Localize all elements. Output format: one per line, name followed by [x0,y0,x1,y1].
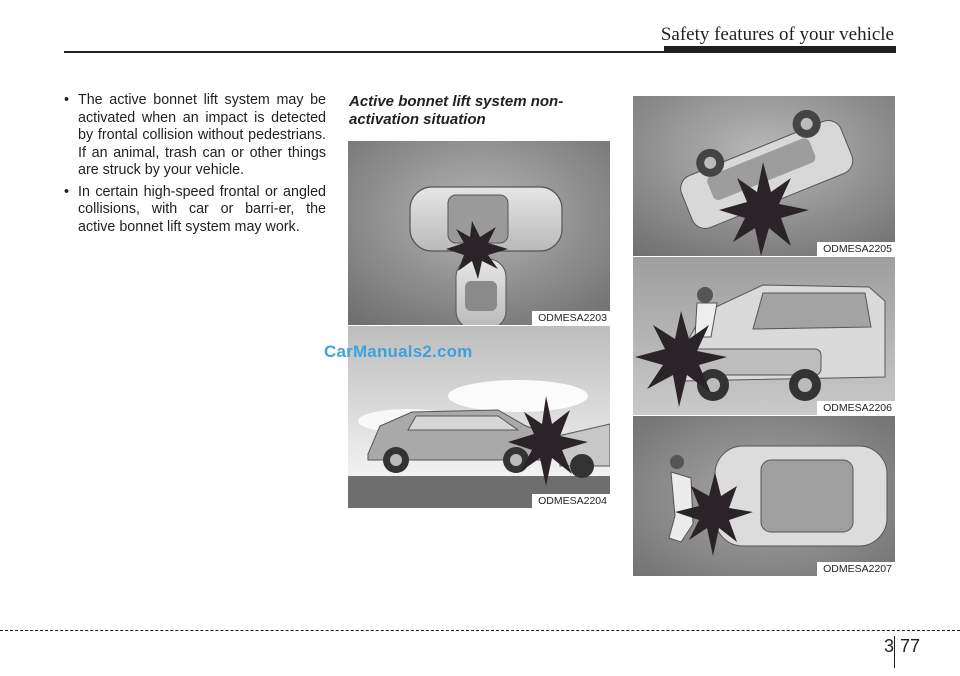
bullet-text: The active bonnet lift system may be activated when an impact is detected by frontal collision without pedestrians. If an animal, trash can or other things are struck by your vehicle. [78,92,326,178]
bullet-text: In certain high-speed frontal or angled collisions, with car or barri-er, the active bonnet lift system may work. [78,183,326,235]
section-heading: Active bonnet lift system non-activation situation [349,93,564,128]
header-rule-accent [664,46,896,53]
bullet-icon: • [64,92,70,108]
figure-suv-frontal [633,257,895,415]
figure-label: ODMESA2206 [817,401,895,415]
bullet-icon: • [64,183,70,200]
overhead-pedestrian-illustration [633,416,895,576]
bullet-list [64,92,326,240]
figure-label: ODMESA2203 [532,311,610,325]
chapter-number: 3 [884,636,895,656]
suv-frontal-illustration [633,257,895,415]
watermark-text: CarManuals2.com [324,342,473,361]
page-header-title: Safety features of your vehicle [660,24,894,45]
figure-label: ODMESA2204 [532,494,610,508]
figure-label: ODMESA2205 [817,242,895,256]
figure-label: ODMESA2207 [817,562,895,576]
overhead-collision-illustration [348,141,610,325]
page-number: 77 [900,636,921,656]
figure-overhead-collision [348,141,610,325]
figure-overhead-pedestrian [633,416,895,576]
figure-rollover [633,96,895,256]
bullet-item [64,184,326,237]
bullet-item [64,92,326,180]
rollover-illustration [633,96,895,256]
footer-divider [0,630,960,631]
page-number-separator [894,636,895,668]
